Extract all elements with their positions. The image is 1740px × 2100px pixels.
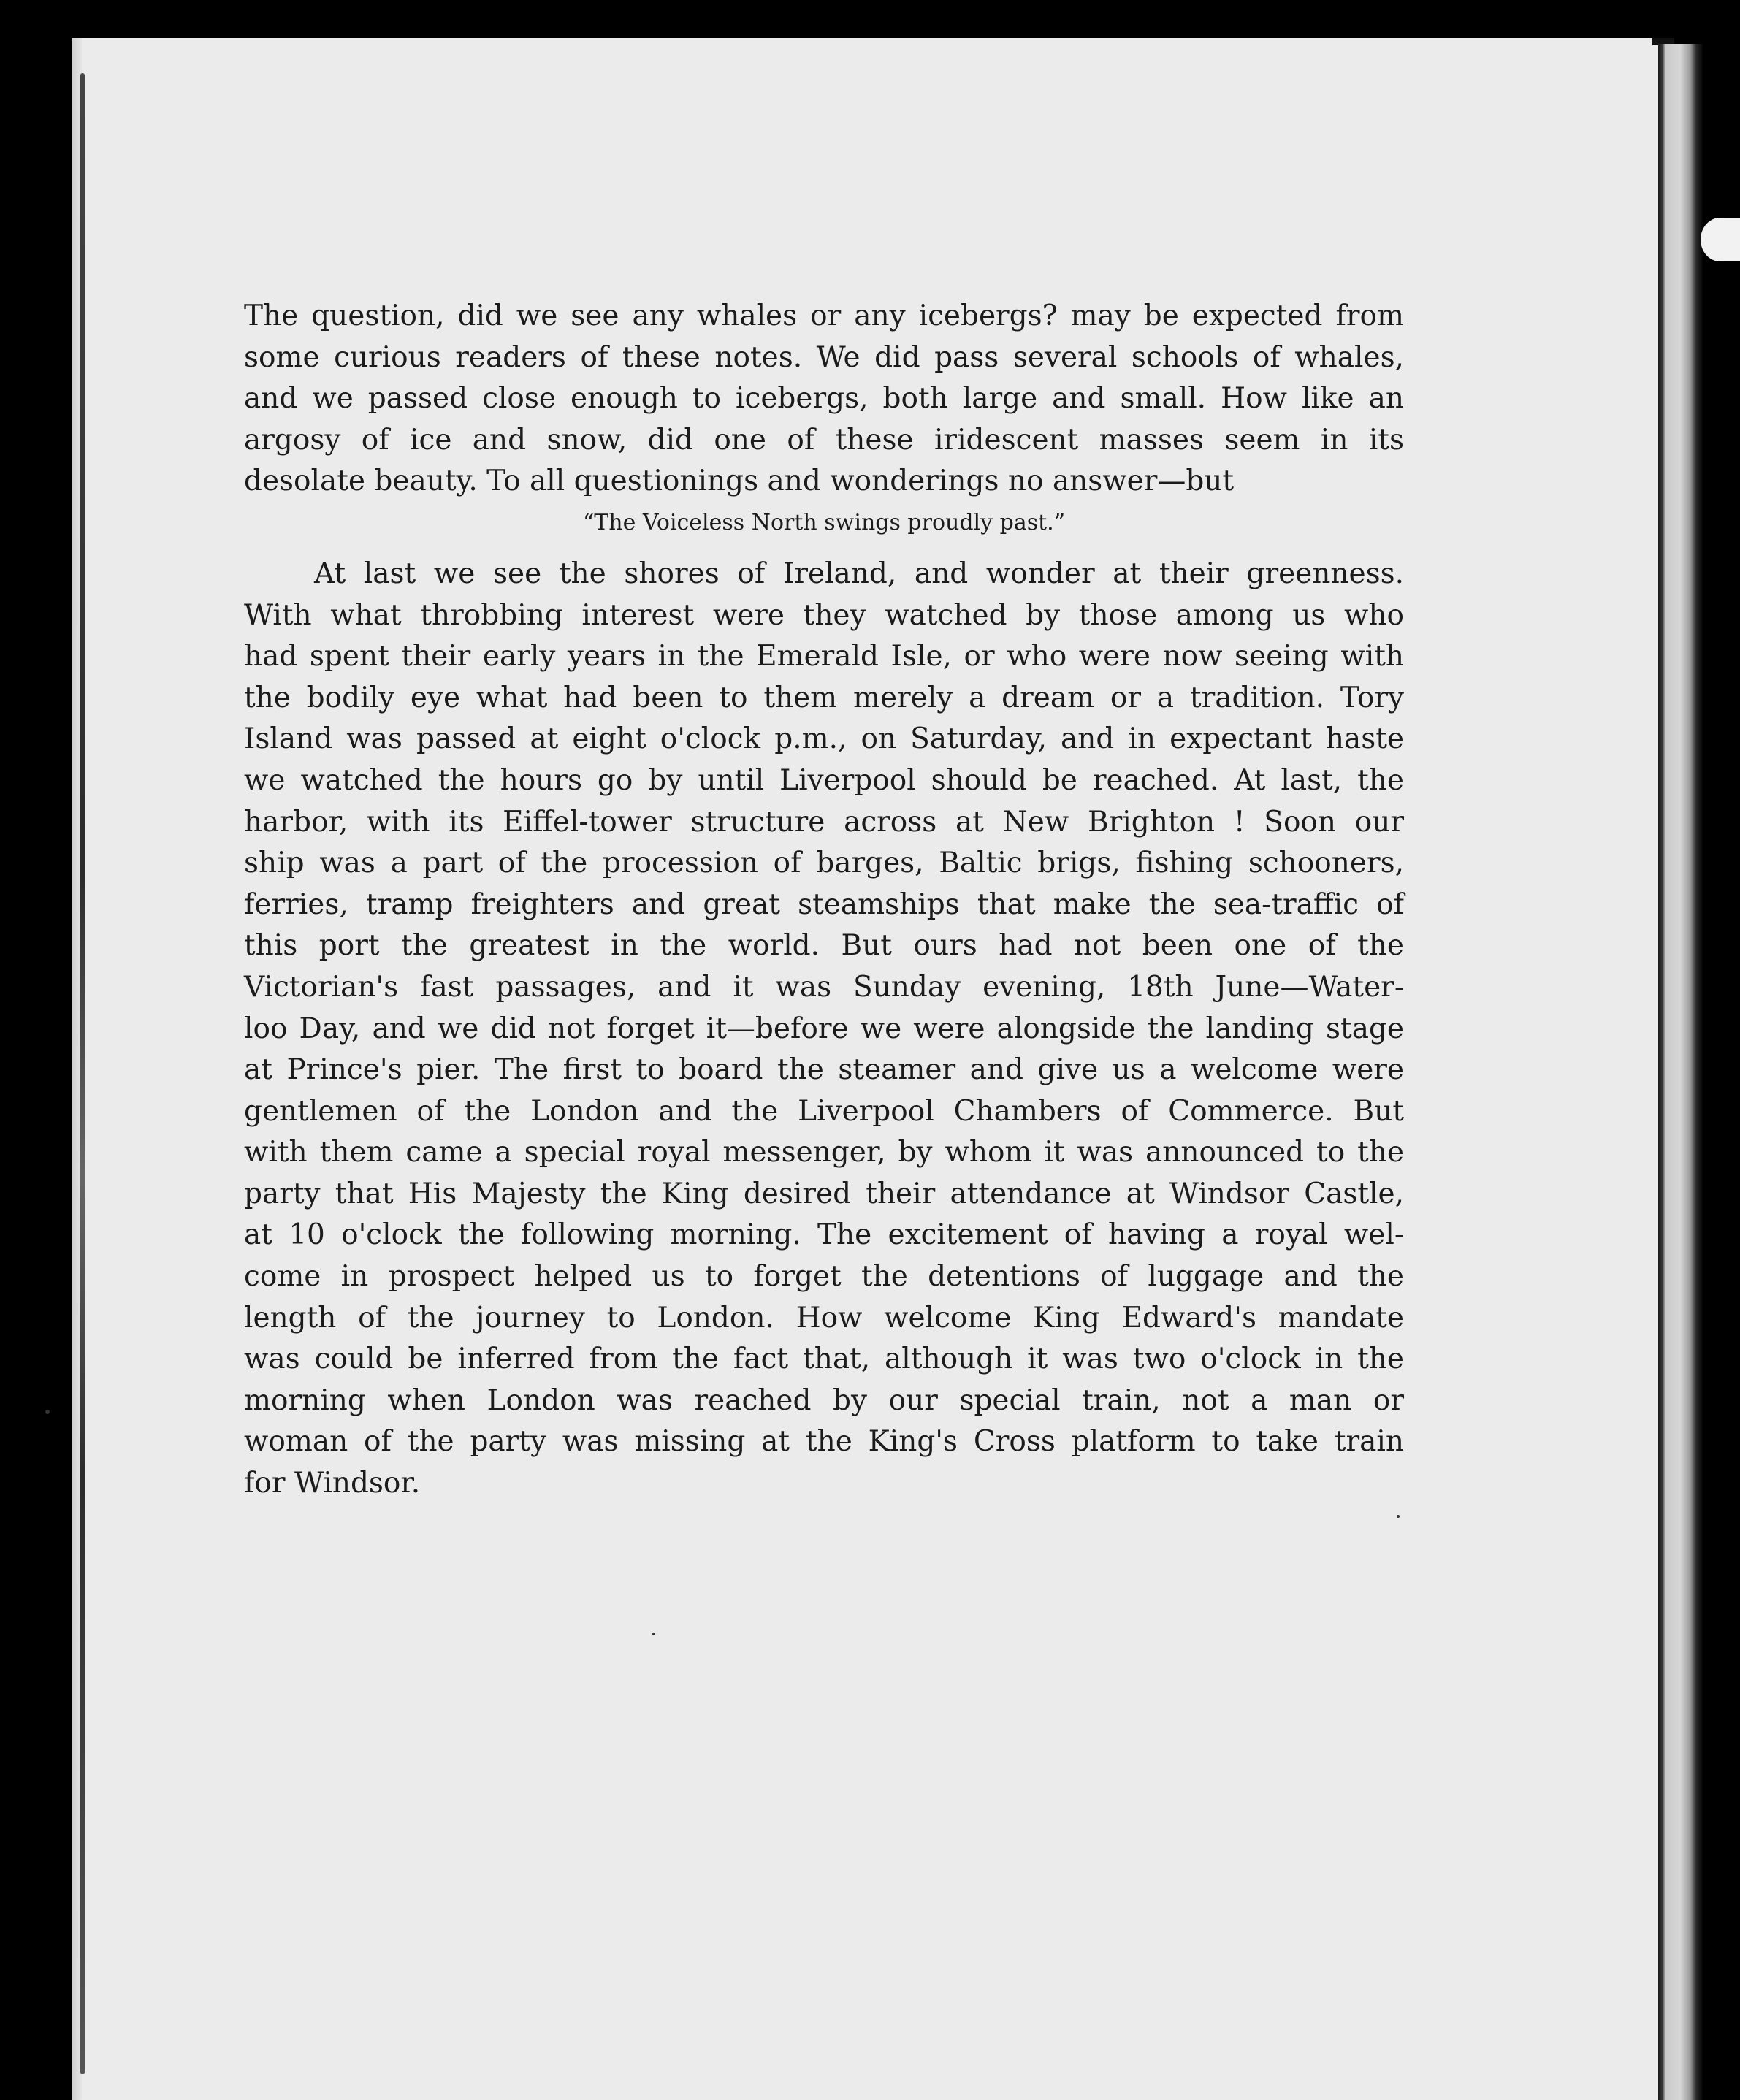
text-line: the bodily eye what had been to them merely a dream or a tradition. Tory: [244, 681, 1404, 714]
speck: [45, 1410, 50, 1414]
text-line: length of the journey to London. How welcome King Edward's mandate: [244, 1301, 1404, 1335]
paragraph-icebergs: [244, 296, 1404, 503]
text-line: woman of the party was missing at the King's Cross platform to take train: [244, 1425, 1404, 1459]
text-line: morning when London was reached by our special train, not a man or: [244, 1383, 1404, 1417]
page-edge-right: [1658, 44, 1703, 2100]
text-line: at 10 o'clock the following morning. The excitement of having a royal wel-: [244, 1218, 1404, 1252]
text-line: At last we see the shores of Ireland, and wonder at their greenness.: [314, 557, 1404, 590]
body-text: [244, 296, 1404, 1505]
binding-edge: [80, 73, 85, 2074]
edge-mark: [1701, 218, 1740, 261]
speck: [1397, 1515, 1400, 1518]
text-line: loo Day, and we did not forget it—before we were alongside the landing stage: [244, 1012, 1404, 1045]
text-line: was could be inferred from the fact that, although it was two o'clock in the: [244, 1343, 1404, 1376]
speck: [652, 1633, 655, 1635]
text-line: had spent their early years in the Emerald Isle, or who were now seeing with: [244, 640, 1404, 673]
text-line: argosy of ice and snow, did one of these iridescent masses seem in its: [244, 423, 1404, 457]
text-line: this port the greatest in the world. But ours had not been one of the: [244, 929, 1404, 963]
text-line: come in prospect helped us to forget the detentions of luggage and the: [244, 1260, 1404, 1294]
text-line: The question, did we see any whales or any icebergs? may be expected from: [244, 299, 1404, 332]
text-line: desolate beauty. To all questionings and wonderings no answer—but: [244, 465, 1235, 498]
text-line: ferries, tramp freighters and great steamships that make the sea-traffic of: [244, 887, 1404, 921]
text-line: for Windsor.: [244, 1467, 421, 1500]
text-line: some curious readers of these notes. We did pass several schools of whales,: [244, 340, 1404, 374]
text-line: Victorian's fast passages, and it was Sunday evening, 18th June—Water-: [244, 970, 1404, 1004]
text-line: party that His Majesty the King desired their attendance at Windsor Castle,: [244, 1177, 1404, 1210]
block-quotation: “The Voiceless North swings proudly past.”: [582, 509, 1066, 535]
paragraph-arrival: [244, 554, 1404, 1505]
text-line: gentlemen of the London and the Liverpool Chambers of Commerce. But: [244, 1094, 1404, 1128]
text-line: we watched the hours go by until Liverpool should be reached. At last, the: [244, 763, 1404, 797]
text-line: at Prince's pier. The first to board the steamer and give us a welcome were: [244, 1053, 1404, 1087]
text-line: harbor, with its Eiffel-tower structure across at New Brighton ! Soon our: [244, 805, 1404, 839]
text-line: Island was passed at eight o'clock p.m., on Saturday, and in expectant haste: [244, 722, 1404, 756]
text-line: With what throbbing interest were they watched by those among us who: [244, 598, 1404, 632]
text-line: with them came a special royal messenger, by whom it was announced to the: [244, 1136, 1404, 1169]
text-line: and we passed close enough to icebergs, both large and small. How like an: [244, 382, 1404, 416]
text-line: ship was a part of the procession of barges, Baltic brigs, fishing schooners,: [244, 847, 1404, 880]
